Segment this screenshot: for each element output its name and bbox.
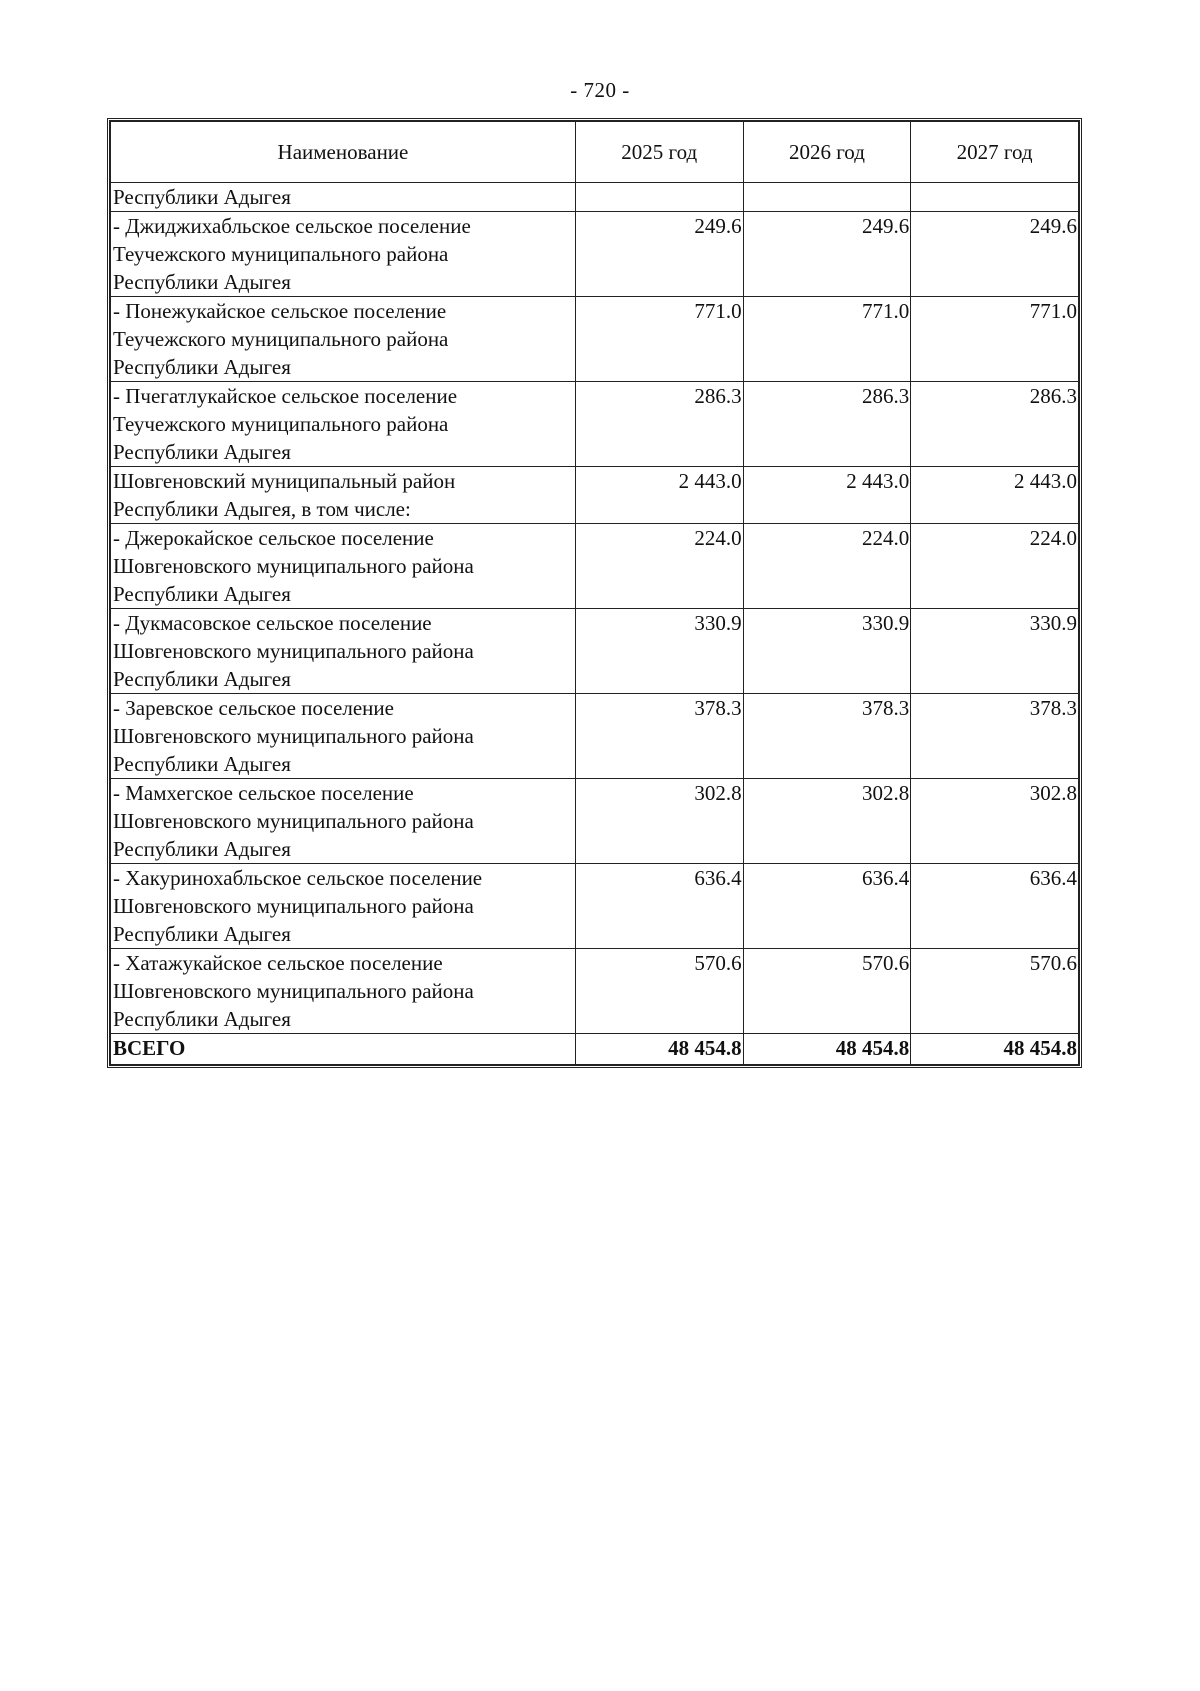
row-name-line: Республики Адыгея [113, 1007, 291, 1031]
row-name-line: Теучежского муниципального района [113, 242, 449, 266]
row-name-cell [111, 949, 576, 1034]
row-name-line: - Понежукайское сельское поселение [113, 299, 447, 323]
table-row [111, 467, 1079, 524]
value-2027: 2 443.0 [911, 467, 1079, 524]
row-name-line: Теучежского муниципального района [113, 327, 449, 351]
value-2026: 636.4 [743, 864, 911, 949]
value-2026: 771.0 [743, 297, 911, 382]
row-name-cell [111, 467, 576, 524]
row-name-line: Шовгеновского муниципального района [113, 554, 474, 578]
header-2026: 2026 год [743, 122, 911, 183]
value-2025: 330.9 [575, 609, 743, 694]
value-2027 [911, 183, 1079, 212]
header-name: Наименование [111, 122, 576, 183]
value-2025 [575, 183, 743, 212]
value-2026: 570.6 [743, 949, 911, 1034]
row-name-line: Республики Адыгея [113, 922, 291, 946]
value-2025: 302.8 [575, 779, 743, 864]
row-name-line: - Джиджихабльское сельское поселение [113, 214, 471, 238]
value-2025: 286.3 [575, 382, 743, 467]
table-row [111, 609, 1079, 694]
row-name-line: Республики Адыгея [113, 837, 291, 861]
value-2027: 330.9 [911, 609, 1079, 694]
row-name-line: - Хатажукайское сельское поселение [113, 951, 443, 975]
row-name-line: Республики Адыгея [113, 667, 291, 691]
value-2026: 249.6 [743, 212, 911, 297]
value-2027: 570.6 [911, 949, 1079, 1034]
value-2027: 771.0 [911, 297, 1079, 382]
row-name-line: - Хакуринохабльское сельское поселение [113, 866, 483, 890]
row-name-line: Республики Адыгея [113, 582, 291, 606]
budget-table [110, 121, 1079, 1065]
total-2026: 48 454.8 [743, 1034, 911, 1065]
table-row [111, 694, 1079, 779]
row-name-cell [111, 212, 576, 297]
row-name-line: - Заревское сельское поселение [113, 696, 394, 720]
row-name-line: Республики Адыгея [113, 752, 291, 776]
row-name-line: Республики Адыгея, в том числе: [113, 497, 411, 521]
row-name-cell [111, 609, 576, 694]
value-2025: 378.3 [575, 694, 743, 779]
row-name-cell [111, 382, 576, 467]
table-row [111, 524, 1079, 609]
table-body [111, 183, 1079, 1065]
total-row [111, 1034, 1079, 1065]
header-2025: 2025 год [575, 122, 743, 183]
row-name-line: - Джерокайское сельское поселение [113, 526, 434, 550]
table-row [111, 382, 1079, 467]
value-2025: 224.0 [575, 524, 743, 609]
row-name-line: - Пчегатлукайское сельское поселение [113, 384, 458, 408]
row-name-line: - Мамхегское сельское поселение [113, 781, 414, 805]
value-2027: 286.3 [911, 382, 1079, 467]
row-name-cell [111, 183, 576, 212]
row-name-line: Шовгеновского муниципального района [113, 724, 474, 748]
value-2025: 570.6 [575, 949, 743, 1034]
value-2025: 636.4 [575, 864, 743, 949]
row-name-line: Республики Адыгея [113, 185, 291, 209]
row-name-cell [111, 779, 576, 864]
row-name-line: Шовгеновский муниципальный район [113, 469, 456, 493]
row-name-cell [111, 864, 576, 949]
value-2027: 302.8 [911, 779, 1079, 864]
value-2026: 330.9 [743, 609, 911, 694]
row-name-line: Шовгеновского муниципального района [113, 979, 474, 1003]
row-name-cell [111, 524, 576, 609]
budget-table-wrapper [107, 118, 1082, 1068]
row-name-line: Республики Адыгея [113, 355, 291, 379]
row-name-line: Республики Адыгея [113, 440, 291, 464]
row-name-line: Шовгеновского муниципального района [113, 809, 474, 833]
header-row [111, 122, 1079, 183]
value-2025: 771.0 [575, 297, 743, 382]
row-name-line: Республики Адыгея [113, 270, 291, 294]
table-row [111, 949, 1079, 1034]
row-name-line: - Дукмасовское сельское поселение [113, 611, 432, 635]
row-name-line: Шовгеновского муниципального района [113, 894, 474, 918]
value-2025: 2 443.0 [575, 467, 743, 524]
page-number: - 720 - [570, 78, 630, 102]
value-2027: 224.0 [911, 524, 1079, 609]
row-name-cell [111, 297, 576, 382]
table-row [111, 297, 1079, 382]
value-2027: 249.6 [911, 212, 1079, 297]
value-2027: 636.4 [911, 864, 1079, 949]
value-2026: 302.8 [743, 779, 911, 864]
value-2026: 224.0 [743, 524, 911, 609]
total-2027: 48 454.8 [911, 1034, 1079, 1065]
total-2025: 48 454.8 [575, 1034, 743, 1065]
row-name-line: Теучежского муниципального района [113, 412, 449, 436]
value-2026 [743, 183, 911, 212]
value-2026: 286.3 [743, 382, 911, 467]
row-name-cell [111, 694, 576, 779]
value-2025: 249.6 [575, 212, 743, 297]
table-row [111, 212, 1079, 297]
header-2027: 2027 год [911, 122, 1079, 183]
value-2026: 378.3 [743, 694, 911, 779]
table-row [111, 779, 1079, 864]
table-header [111, 122, 1079, 183]
value-2026: 2 443.0 [743, 467, 911, 524]
table-row [111, 864, 1079, 949]
table-row [111, 183, 1079, 212]
row-name-line: Шовгеновского муниципального района [113, 639, 474, 663]
value-2027: 378.3 [911, 694, 1079, 779]
total-label: ВСЕГО [111, 1034, 576, 1065]
